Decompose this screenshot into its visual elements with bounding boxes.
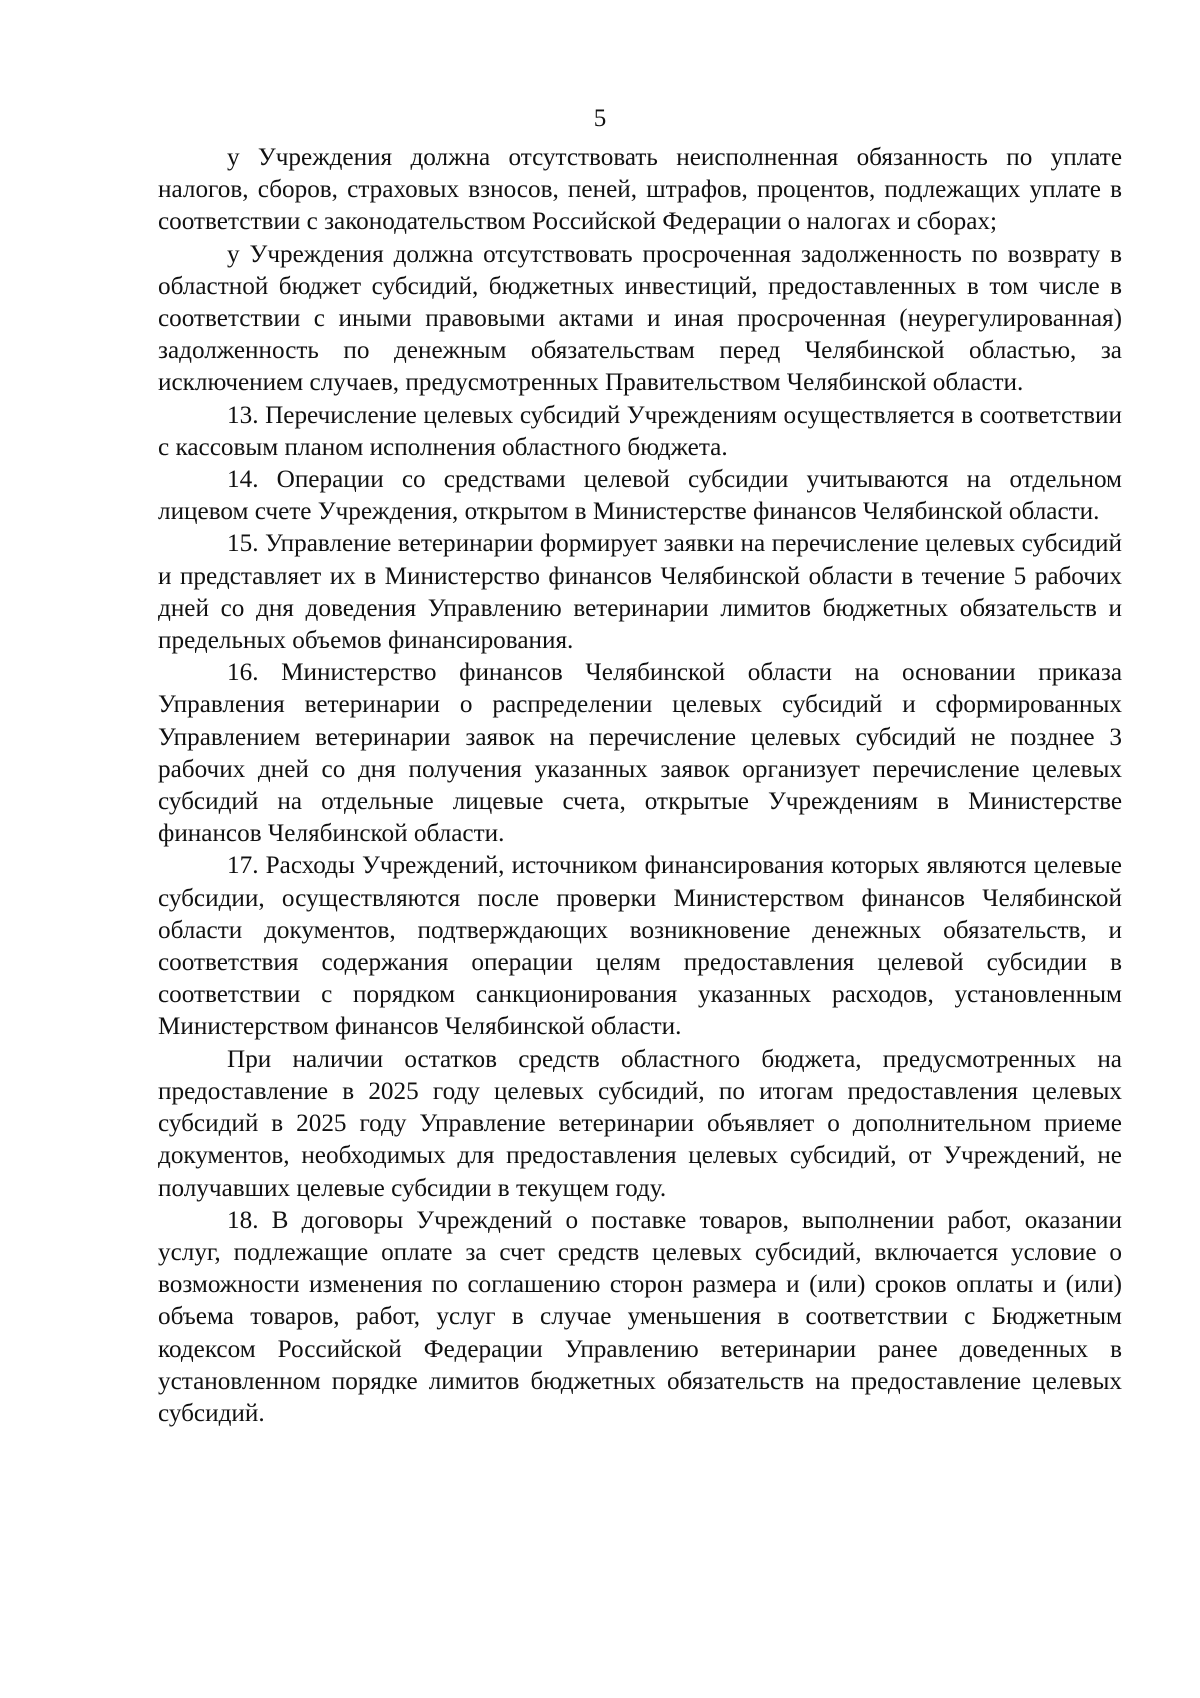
paragraph-16: 16. Министерство финансов Челябинской области на основании приказа Управления ветеринарии о распределении целевых субсидий и сформированных Управлением ветеринарии заявок на перечисление целевых субсидий не позднее 3 рабочих дней со дня получения указанных заявок организует перечисление целевых субсидий на отдельные лицевые счета, открытые Учреждениям в Министерстве финансов Челябинской области. bbox=[158, 659, 1122, 848]
paragraph-14: 14. Операции со средствами целевой субсидии учитываются на отдельном лицевом счете Учреждения, открытом в Министерстве финансов Челябинской области. bbox=[158, 466, 1122, 526]
document-body bbox=[158, 142, 1122, 1430]
page-number: 5 bbox=[593, 105, 607, 132]
paragraph-17: 17. Расходы Учреждений, источником финансирования которых являются целевые субсидии, осуществляются после проверки Министерством финансов Челябинской области документов, подтверждающих возникновение денежных обязательств, и соответствия содержания операции целям предоставления целевой субсидии в соответствии с порядком санкционирования указанных расходов, установленным Министерством финансов Челябинской области. bbox=[158, 852, 1122, 1041]
paragraph-18: 18. В договоры Учреждений о поставке товаров, выполнении работ, оказании услуг, подлежащие оплате за счет средств целевых субсидий, включается условие о возможности изменения по соглашению сторон размера и (или) сроков оплаты и (или) объема товаров, работ, услуг в случае уменьшения в соответствии с Бюджетным кодексом Российской Федерации Управлению ветеринарии ранее доведенных в установленном порядке лимитов бюджетных обязательств на предоставление целевых субсидий. bbox=[158, 1206, 1122, 1427]
paragraph-15: 15. Управление ветеринарии формирует заявки на перечисление целевых субсидий и представляет их в Министерство финансов Челябинской области в течение 5 рабочих дней со дня доведения Управлению ветеринарии лимитов бюджетных обязательств и предельных объемов финансирования. bbox=[158, 530, 1122, 655]
paragraph-13: 13. Перечисление целевых субсидий Учреждениям осуществляется в соответствии с кассовым планом исполнения областного бюджета. bbox=[158, 401, 1122, 461]
paragraph-remaining-funds: При наличии остатков средств областного бюджета, предусмотренных на предоставление в 2025 году целевых субсидий, по итогам предоставления целевых субсидий в 2025 году Управление ветеринарии объявляет о дополнительном приеме документов, необходимых для предоставления целевых субсидий, от Учреждений, не получавших целевые субсидии в текущем году. bbox=[158, 1045, 1122, 1202]
paragraph-no-tax-arrears: у Учреждения должна отсутствовать неисполненная обязанность по уплате налогов, сборов, страховых взносов, пеней, штрафов, процентов, подлежащих уплате в соответствии с законодательством Российской Федерации о налогах и сборах; bbox=[158, 144, 1122, 236]
paragraph-no-overdue-debt: у Учреждения должна отсутствовать просроченная задолженность по возврату в областной бюджет субсидий, бюджетных инвестиций, предоставленных в том числе в соответствии с иными правовыми актами и иная просроченная (неурегулированная) задолженность по денежным обязательствам перед Челябинской областью, за исключением случаев, предусмотренных Правительством Челябинской области. bbox=[158, 240, 1122, 397]
